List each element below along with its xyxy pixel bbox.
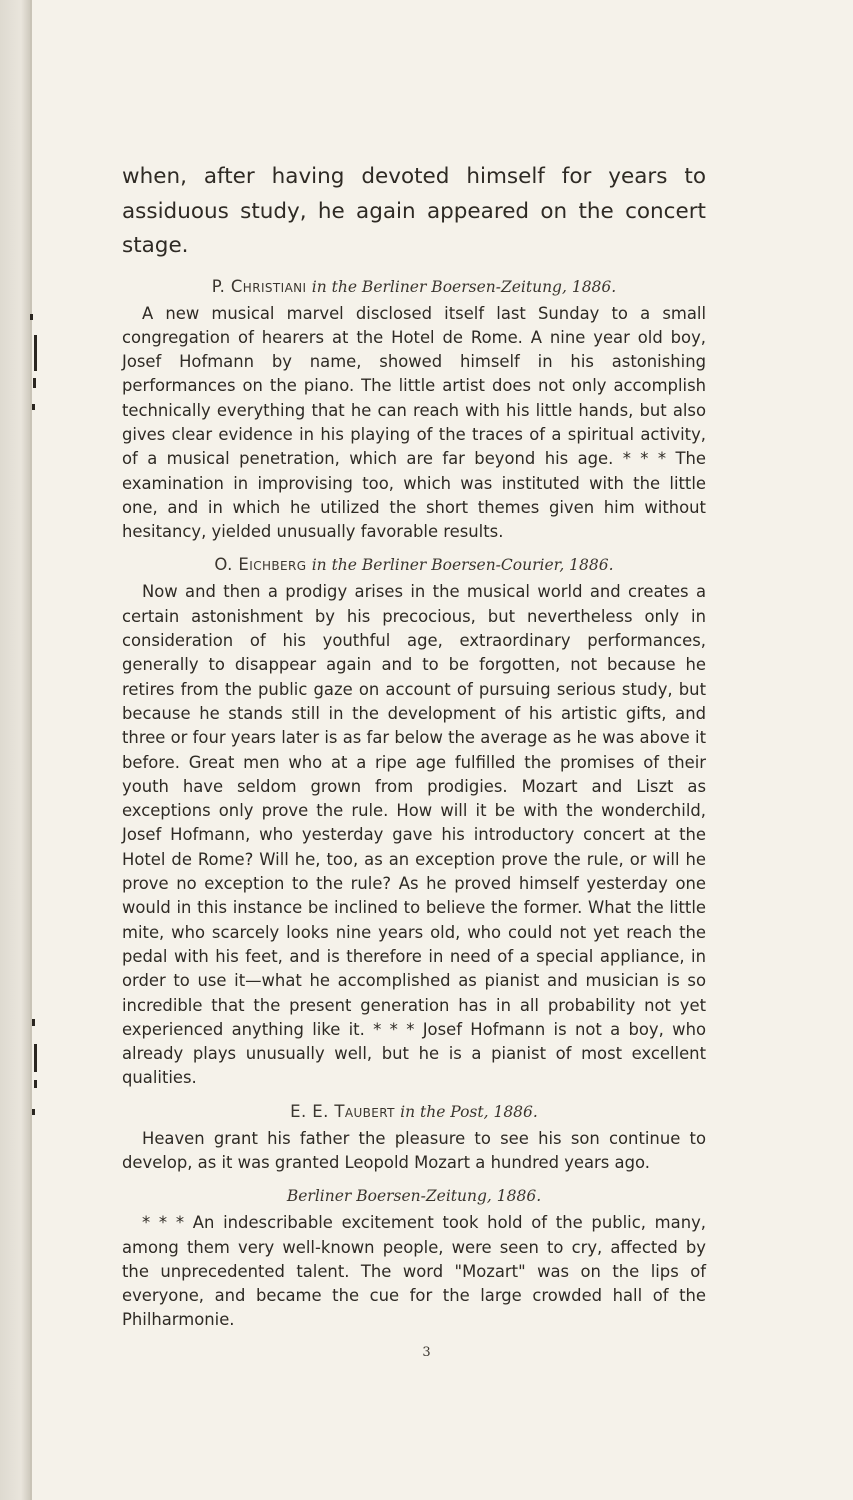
review-taubert: Heaven grant his father the pleasure to see his son continue to develop, as it was granted Leopold Mozart a hundred years ago. (122, 1128, 706, 1172)
binding-mark (32, 404, 35, 410)
critic-name: O. Eichberg (214, 555, 307, 575)
critic-name: E. E. Taubert (290, 1101, 395, 1121)
binding-mark (32, 1109, 35, 1115)
critic-source: in the Berliner Boersen-Zeitung, 1886. (311, 277, 617, 296)
text-column (122, 160, 706, 1339)
critic-name: P. Christiani (211, 276, 307, 296)
binding-mark (30, 314, 33, 320)
binding-mark (33, 378, 36, 388)
binding-mark (34, 335, 37, 371)
page-number: 3 (422, 1345, 431, 1360)
facing-page-edge (0, 0, 30, 1500)
binding-mark (32, 1019, 35, 1026)
attribution-boersen-zeitung (122, 1181, 706, 1211)
critic-source: in the Post, 1886. (400, 1102, 538, 1121)
review-christiani: A new musical marvel disclosed itself last Sunday to a small congregation of hearers at the Hotel de Rome. A nine year old boy, Josef Hofmann by name, showed himself in his astonishing performances on the piano. The little artist does not only accomplish technically everything that he can reach with his little hands, but also gives clear evidence in his playing of the traces of a spiritual activity, of a musical penetration, which are far beyond his age. * * * The examination in improvising too, which was instituted with the little one, and in which he utilized the short themes given him without hesitancy, yielded unusually favorable results. (122, 303, 706, 542)
attribution-taubert (122, 1097, 706, 1127)
review-boersen-zeitung: * * * An indescribable excitement took hold of the public, many, among them very well-known people, were seen to cry, affected by the unprecedented talent. The word "Mozart" was on the lips of everyone, and became the cue for the large crowded hall of the Philharmonie. (122, 1213, 706, 1330)
critic-source: in the Berliner Boersen-Courier, 1886. (311, 556, 614, 575)
attribution-eichberg (122, 550, 706, 580)
binding-mark (34, 1080, 37, 1088)
critic-source: Berliner Boersen-Zeitung, 1886. (286, 1187, 542, 1206)
attribution-christiani (122, 272, 706, 302)
binding-mark (34, 1044, 37, 1072)
opening-paragraph: when, after having devoted himself for years to assiduous study, he again appeared on the concert stage. (122, 164, 706, 258)
review-eichberg: Now and then a prodigy arises in the musical world and creates a certain astonishment by his precocious, but nevertheless only in consideration of his youthful age, extraordinary performances, generally to disappear again and to be forgotten, not because he retires from the public gaze on account of pursuing serious study, but because he stands still in the development of his artistic gifts, and three or four years later is as far below the average as he was above it before. Great men who at a ripe age fulfilled the promises of their youth have seldom grown from prodigies. Mozart and Liszt as exceptions only prove the rule. How will it be with the wonderchild, Josef Hofmann, who yesterday gave his introductory concert at the Hotel de Rome? Will he, too, as an exception prove the rule, or will he prove no exception to the rule? As he proved himself yesterday one would in this instance be inclined to believe the former. What the little mite, who scarcely looks nine years old, who could not yet reach the pedal with his feet, and is therefore in need of a special appliance, in order to use it—what he accomplished as pianist and musician is so incredible that the present generation has in all probability not yet experienced anything like it. * * * Josef Hofmann is not a boy, who already plays unusually well, but he is a pianist of most excellent qualities. (122, 582, 706, 1088)
